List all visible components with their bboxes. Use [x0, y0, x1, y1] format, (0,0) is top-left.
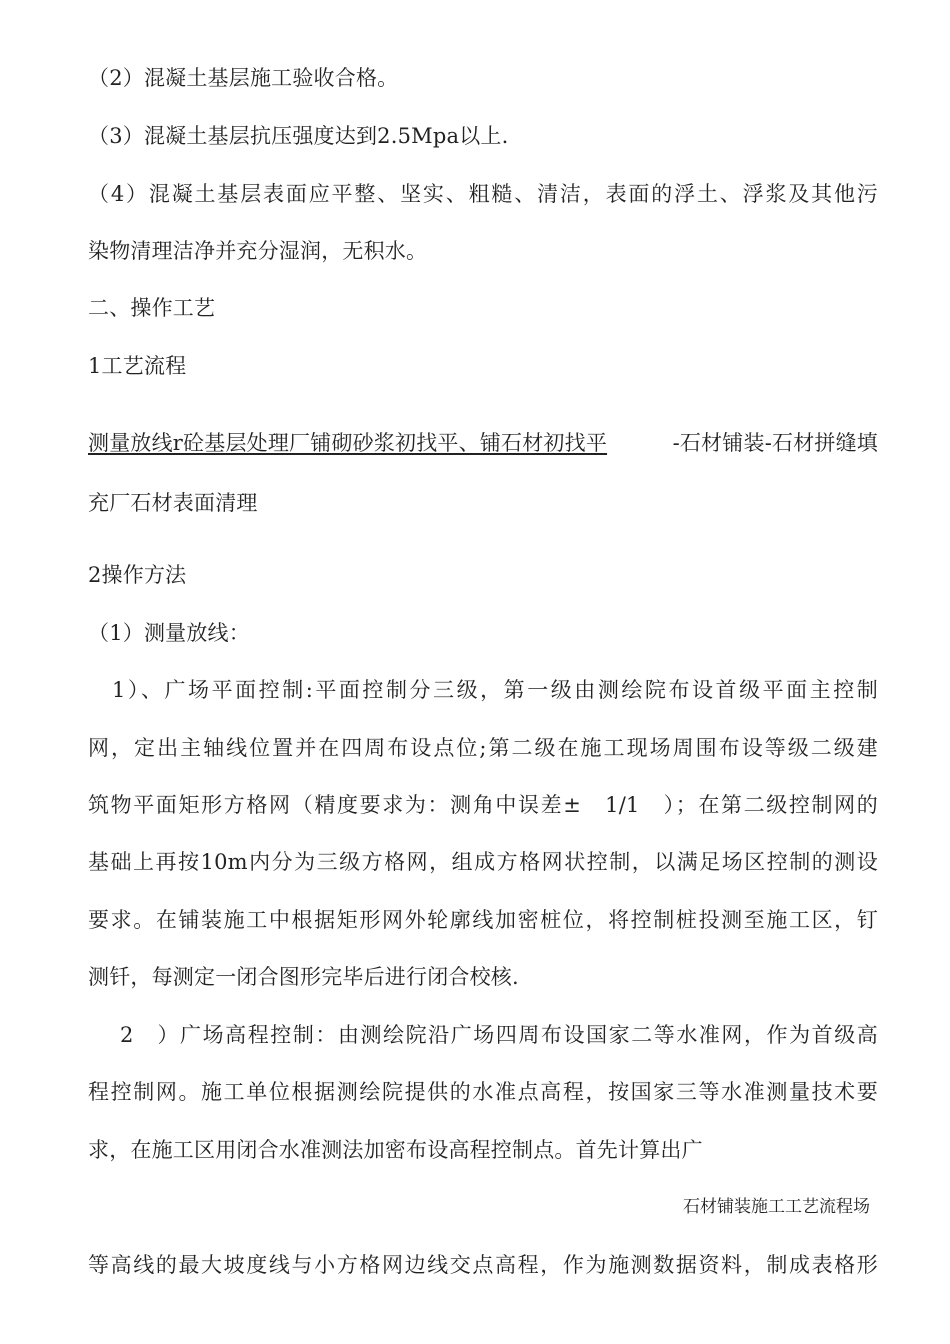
text-line-plane-control-6: 测钎，每测定一闭合图形完毕后进行闭合校核. — [88, 965, 519, 989]
text-line-plane-control-4: 基础上再按10m内分为三级方格网，组成方格网状控制，以满足场区控制的测设 — [88, 850, 878, 874]
process-flow-underlined: 测量放线r砼基层处理厂铺砌砂浆初找平、铺石材初找平 — [88, 431, 608, 455]
text-line-strength: （3）混凝土基层抗压强度达到2.5Mpa以上. — [88, 124, 509, 148]
subheading-operation-method: 2操作方法 — [88, 563, 187, 587]
process-flow-cont: 充厂石材表面清理 — [88, 491, 258, 515]
text-line-plane-control-5: 要求。在铺装施工中根据矩形网外轮廓线加密桩位，将控制桩投测至施工区，钉 — [88, 908, 878, 932]
text-line-acceptance: （2）混凝土基层施工验收合格。 — [88, 66, 399, 90]
process-flow-rest: -石材铺装-石材拼缝填 — [672, 431, 878, 455]
text-line-surface: （4）混凝土基层表面应平整、坚实、粗糙、清洁，表面的浮土、浮浆及其他污 — [88, 182, 878, 206]
process-flow-line — [88, 428, 878, 458]
text-line-elevation-control-2: 程控制网。施工单位根据测绘院提供的水准点高程，按国家三等水准测量技术要 — [88, 1080, 878, 1104]
text-line-elevation-control: 2 ）广场高程控制：由测绘院沿广场四周布设国家二等水准网，作为首级高 — [120, 1023, 878, 1047]
text-line-plane-control-2: 网，定出主轴线位置并在四周布设点位;第二级在施工现场周围布设等级二级建 — [88, 736, 878, 760]
subheading-process-flow: 1工艺流程 — [88, 354, 187, 378]
figure-caption: 石材铺装施工工艺流程场 — [683, 1197, 870, 1217]
text-line-surface-cont: 染物清理洁净并充分湿润，无积水。 — [88, 239, 428, 263]
subheading-survey: （1）测量放线： — [88, 621, 250, 645]
text-line-plane-control-3: 筑物平面矩形方格网（精度要求为：测角中误差± 1/1 ）；在第二级控制网的 — [88, 793, 878, 817]
section-heading-operation: 二、操作工艺 — [88, 296, 216, 320]
text-line-plane-control: 1）、广场平面控制:平面控制分三级，第一级由测绘院布设首级平面主控制 — [112, 678, 878, 702]
text-line-contour: 等高线的最大坡度线与小方格网边线交点高程，作为施测数据资料，制成表格形 — [88, 1253, 878, 1277]
text-line-elevation-control-3: 求，在施工区用闭合水准测法加密布设高程控制点。首先计算出广 — [88, 1138, 703, 1162]
